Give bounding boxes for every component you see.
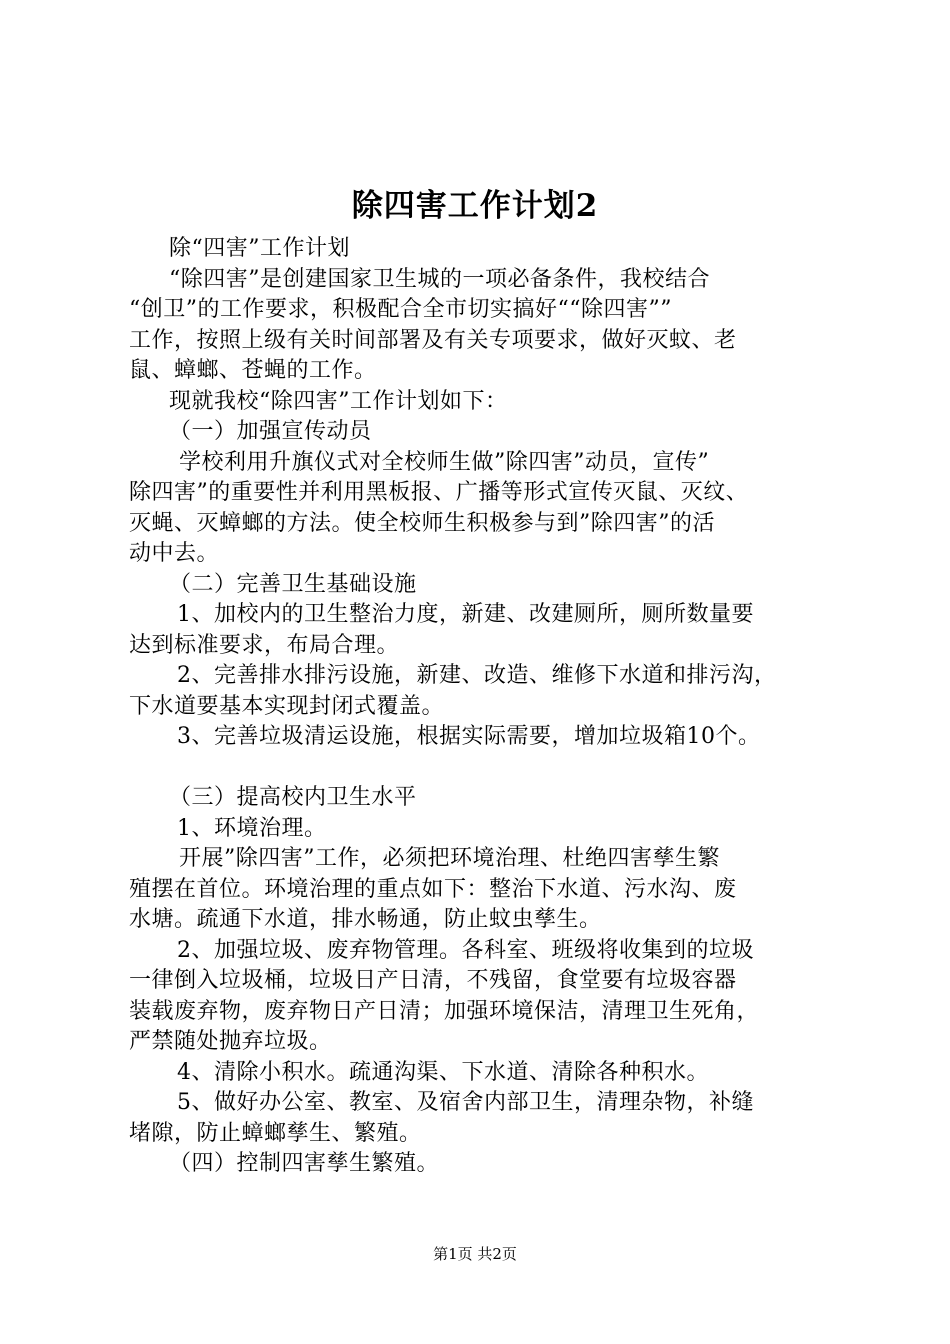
text-line: 鼠、蟑螂、苍蝇的工作。: [129, 358, 377, 383]
text-line: 动中去。: [129, 541, 220, 566]
document-title: 除四害工作计划2: [351, 188, 599, 224]
text-line: （三）提高校内卫生水平: [169, 785, 417, 810]
text-line: 水塘。疏通下水道，排水畅通，防止蚊虫孳生。: [129, 907, 602, 932]
text-line: 除四害”的重要性并利用黑板报、广播等形式宣传灭鼠、灭纹、: [129, 480, 749, 505]
text-line: 5、做好办公室、教室、及宿舍内部卫生，清理杂物，补缝: [177, 1090, 754, 1115]
text-line: 2、完善排水排污设施，新建、改造、维修下水道和排污沟，: [177, 663, 777, 688]
text-line: 学校利用升旗仪式对全校师生做”除四害”动员，宣传”: [179, 449, 710, 475]
text-line: “创卫”的工作要求，积极配合全市切实搞好““除四害””: [129, 297, 672, 322]
text-line: 堵隙，防止蟑螂孳生、繁殖。: [129, 1120, 422, 1146]
document-body: [129, 234, 849, 1180]
text-line: 殖摆在首位。环境治理的重点如下：整治下水道、污水沟、废: [129, 876, 737, 902]
text-line: 除“四害”工作计划: [169, 236, 350, 261]
text-line: 达到标准要求，布局合理。: [129, 632, 400, 658]
text-line: 4、清除小积水。疏通沟渠、下水道、清除各种积水。: [177, 1059, 709, 1085]
text-line: 2、加强垃圾、废弃物管理。各科室、班级将收集到的垃圾: [177, 937, 754, 963]
text-line: 一律倒入垃圾桶，垃圾日产日清，不残留，食堂要有垃圾容器: [129, 968, 737, 993]
text-line: 装载废弃物，废弃物日产日清；加强环境保洁，清理卫生死角，: [129, 998, 760, 1024]
text-line: 1、加校内的卫生整治力度，新建、改建厕所，厕所数量要: [177, 602, 754, 627]
text-line: 1、环境治理。: [177, 815, 327, 841]
text-line: “除四害”是创建国家卫生城的一项必备条件，我校结合: [169, 266, 710, 292]
text-line: 严禁随处抛弃垃圾。: [129, 1029, 332, 1054]
text-line: （二）完善卫生基础设施: [169, 571, 417, 597]
text-line: （四）控制四害孳生繁殖。: [169, 1151, 440, 1176]
text-line: 工作，按照上级有关时间部署及有关专项要求，做好灭蚊、老: [129, 327, 737, 353]
text-line: 灭蝇、灭蟑螂的方法。使全校师生积极参与到”除四害”的活: [129, 510, 715, 536]
text-line: 开展”除四害”工作，必须把环境治理、杜绝四害孳生繁: [179, 846, 720, 871]
blank-line: [129, 753, 849, 784]
text-line: （一）加强宣传动员: [169, 419, 372, 444]
text-line: 现就我校“除四害”工作计划如下：: [169, 388, 508, 414]
text-line: 下水道要基本实现封闭式覆盖。: [129, 693, 445, 719]
text-line: 3、完善垃圾清运设施，根据实际需要，增加垃圾箱10个。: [177, 724, 761, 749]
page-footer: 第1页 共2页: [433, 1245, 517, 1263]
